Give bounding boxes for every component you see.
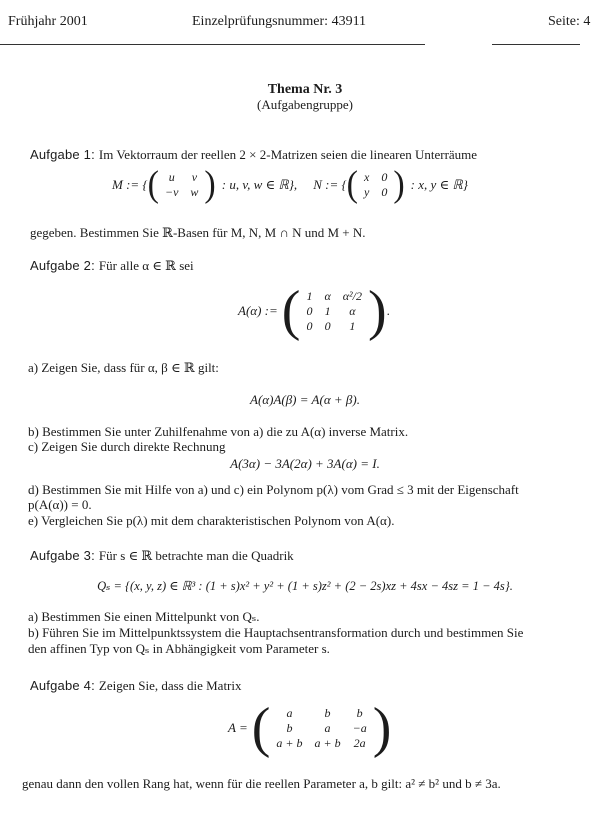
- aufgabe-4-intro: Zeigen Sie, dass die Matrix: [98, 678, 242, 693]
- matrix-row: [300, 289, 368, 304]
- matrix-entry: 1: [306, 288, 313, 303]
- matrix-entry: x: [364, 170, 370, 184]
- matrix-entry: −a: [352, 720, 367, 735]
- aufgabe-3-quadric: Qₛ = {(x, y, z) ∈ ℝ³ : (1 + s)x² + y² + (1 + s)z² + (2 − 2s)xz + 4sx − 4sz = 1 − 4s}.: [97, 579, 513, 593]
- header-rule-left: [0, 44, 425, 45]
- matrix-entry: 0: [324, 318, 331, 333]
- set-m-prefix: M := {: [112, 177, 148, 192]
- aufgabe-2-a: a) Zeigen Sie, dass für α, β ∈ ℝ gilt:: [28, 360, 219, 375]
- aufgabe-3-a: a) Bestimmen Sie einen Mittelpunkt von Qₛ.: [28, 609, 260, 624]
- aufgabe-1-sets: [112, 164, 468, 205]
- aufgabe-1: [30, 146, 477, 164]
- header-exam-number: Einzelprüfungsnummer: 43911: [192, 14, 367, 29]
- aufgabe-2-label: Aufgabe 2:: [30, 258, 95, 273]
- aufgabe-3-intro: Für s ∈ ℝ betrachte man die Quadrik: [98, 548, 294, 563]
- matrix-entry: a + b: [276, 735, 303, 750]
- header-date: Frühjahr 2001: [8, 14, 88, 29]
- header-rule-right: [492, 44, 580, 45]
- theme-subtitle: (Aufgabengruppe): [256, 97, 353, 112]
- matrix-entry: a + b: [314, 735, 341, 750]
- aufgabe-2-eq2: A(3α) − 3A(2α) + 3A(α) = I.: [230, 456, 380, 471]
- matrix-entry: 0: [381, 170, 388, 184]
- set-n-prefix: N := {: [313, 177, 347, 192]
- aufgabe-1-label: Aufgabe 1:: [30, 147, 95, 162]
- aufgabe-4-outro: genau dann den vollen Rang hat, wenn für die reellen Parameter a, b gilt: a² ≠ b² und b ≠ 3a.: [22, 776, 501, 791]
- matrix-a: ( a b b b a −a a + b a + b 2a ): [251, 697, 392, 759]
- matrix-entry: 0: [381, 185, 388, 199]
- aufgabe-2-b: b) Bestimmen Sie unter Zuhilfenahme von a) die zu A(α) inverse Matrix.: [28, 424, 409, 439]
- matrix-row: [300, 304, 368, 319]
- aufgabe-2-definition: [238, 280, 390, 342]
- matrix-entry: α: [324, 288, 331, 303]
- aufgabe-2: [30, 257, 194, 275]
- matrix-entry: 0: [306, 318, 313, 333]
- matrix-a-alpha: ( 1 α α²/2 0 1 α 0 0 1 ): [281, 280, 387, 342]
- matrix-m: ( u v −v w ): [147, 164, 216, 205]
- matrix-n: ( x 0 y 0 ): [346, 164, 405, 205]
- aufgabe-3-label: Aufgabe 3:: [30, 548, 95, 563]
- aufgabe-1-intro: Im Vektorraum der reellen 2 × 2-Matrizen seien die linearen Unterräume: [98, 147, 478, 162]
- matrix-row: [270, 721, 372, 736]
- matrix-entry: v: [191, 170, 198, 184]
- matrix-row: [300, 319, 368, 334]
- matrix-entry: −v: [164, 185, 179, 199]
- matrix-entry: α²/2: [342, 288, 362, 303]
- matrix-entry: α: [349, 303, 356, 318]
- matrix-m-table: [159, 170, 204, 200]
- aufgabe-3-b1: b) Führen Sie im Mittelpunktssystem die Hauptachsentransformation durch und bestimmen Sie: [28, 625, 524, 640]
- aufgabe-4-label: Aufgabe 4:: [30, 678, 95, 693]
- matrix-a-table: [270, 706, 372, 751]
- matrix-row: [159, 185, 204, 200]
- matrix-entry: y: [364, 185, 370, 199]
- def-dot: .: [386, 303, 390, 318]
- aufgabe-4: [30, 677, 242, 695]
- aufgabe-4-matrix: [228, 697, 392, 759]
- matrix-a-alpha-table: [300, 289, 368, 334]
- matrix-row: [270, 706, 372, 721]
- set-m-condition: : u, v, w ∈ ℝ},: [221, 177, 298, 192]
- matrix-row: [159, 170, 204, 185]
- aufgabe-3: [30, 547, 294, 565]
- aufgabe-2-d1: d) Bestimmen Sie mit Hilfe von a) und c) ein Polynom p(λ) vom Grad ≤ 3 mit der Eigenschaft: [28, 482, 519, 497]
- matrix-n-table: [358, 170, 393, 200]
- theme-title: Thema Nr. 3: [267, 82, 343, 97]
- set-n-condition: : x, y ∈ ℝ}: [410, 177, 468, 192]
- matrix-a-lhs: A =: [228, 720, 248, 735]
- aufgabe-2-intro: Für alle α ∈ ℝ sei: [98, 258, 194, 273]
- matrix-entry: a: [324, 720, 331, 735]
- matrix-entry: 1: [349, 318, 356, 333]
- matrix-entry: 0: [306, 303, 313, 318]
- matrix-entry: 1: [324, 303, 331, 318]
- aufgabe-2-eq1: A(α)A(β) = A(α + β).: [250, 392, 360, 407]
- matrix-row: [270, 736, 372, 751]
- aufgabe-3-b2: den affinen Typ von Qₛ in Abhängigkeit vom Parameter s.: [28, 641, 330, 656]
- matrix-entry: b: [356, 705, 363, 720]
- aufgabe-1-outro: gegeben. Bestimmen Sie ℝ-Basen für M, N, M ∩ N und M + N.: [30, 225, 366, 240]
- matrix-entry: b: [324, 705, 331, 720]
- aufgabe-2-e: e) Vergleichen Sie p(λ) mit dem charakteristischen Polynom von A(α).: [28, 513, 395, 528]
- matrix-entry: b: [286, 720, 293, 735]
- matrix-entry: a: [286, 705, 293, 720]
- aufgabe-2-d2: p(A(α)) = 0.: [28, 497, 92, 512]
- header-page: Seite: 4: [548, 14, 591, 29]
- matrix-row: [358, 185, 393, 200]
- matrix-row: [358, 170, 393, 185]
- matrix-entry: u: [168, 170, 175, 184]
- matrix-entry: 2a: [353, 735, 366, 750]
- def-lhs: A(α) :=: [238, 303, 278, 318]
- aufgabe-2-c: c) Zeigen Sie durch direkte Rechnung: [28, 439, 226, 454]
- matrix-entry: w: [190, 185, 199, 199]
